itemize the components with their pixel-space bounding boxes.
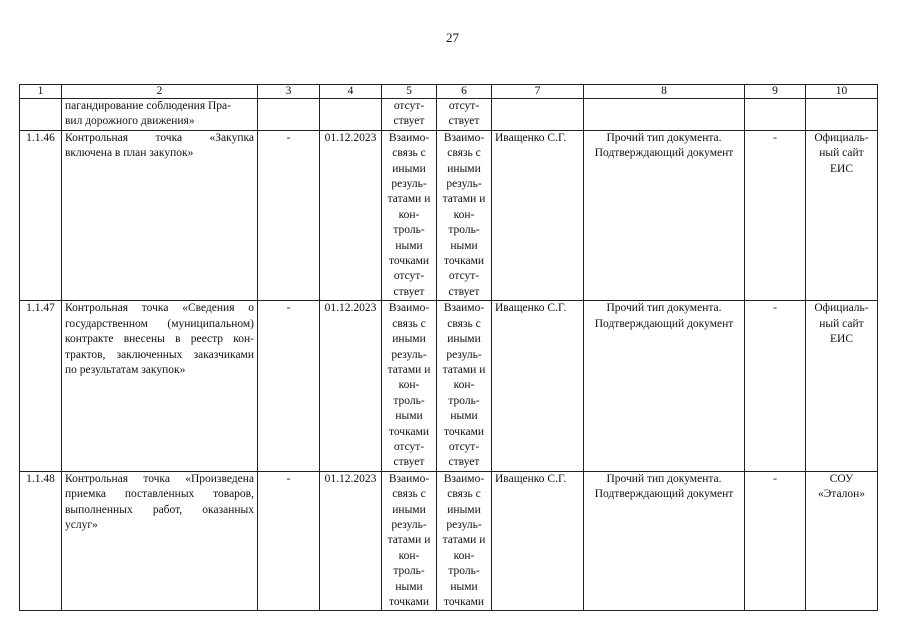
text-line: Официаль- [814, 302, 869, 315]
text-line: ствует [448, 285, 480, 298]
text-line: отсут- [393, 440, 425, 453]
text-line: трактов, заключенных заказчиками [65, 348, 254, 361]
text-line: троль- [393, 565, 425, 578]
text-line: государственном (муниципальном) [65, 317, 254, 330]
text-line: резуль- [446, 348, 482, 361]
text-line: ными [395, 410, 423, 423]
text-line: точками [388, 425, 430, 438]
text-line: СОУ [829, 472, 854, 485]
cell-date: 01.12.2023 [320, 301, 382, 471]
text-line: татами и [442, 193, 486, 206]
text-line: контракте внесены в реестр кон- [65, 333, 254, 346]
text-line: кон- [453, 379, 475, 392]
text-line: ствует [393, 285, 425, 298]
text-line: кон- [398, 379, 420, 392]
text-line: точками [388, 596, 430, 608]
cell-col9: - [745, 301, 806, 471]
text-line: ствует [448, 456, 480, 469]
column-number: 10 [806, 85, 878, 99]
cell-relation-results [382, 301, 437, 471]
cell-number: 1.1.48 [20, 471, 62, 611]
text-line: ными [395, 239, 423, 252]
cell-relation-points [437, 471, 492, 611]
cell-col3 [258, 99, 320, 131]
cell-col9: - [745, 130, 806, 300]
column-number: 3 [258, 85, 320, 99]
text-line: ными [450, 410, 478, 423]
cell-name [62, 130, 258, 300]
text-line: Контрольная точка «Произведена [65, 472, 254, 485]
cell-col9: - [745, 471, 806, 611]
text-line: ный сайт [819, 317, 864, 330]
cell-source [806, 471, 878, 611]
column-number: 9 [745, 85, 806, 99]
cell-number: 1.1.47 [20, 301, 62, 471]
text-line: кон- [453, 208, 475, 221]
text-line: связь с [447, 317, 481, 330]
cell-name [62, 301, 258, 471]
text-line: точками [388, 255, 430, 268]
text-line: Официаль- [814, 131, 869, 144]
text-line: Прочий тип документа. [606, 302, 722, 315]
text-line: иными [447, 503, 481, 516]
cell-responsible [492, 99, 584, 131]
text-line: Взаимо- [443, 472, 485, 485]
text-line: связь с [447, 488, 481, 501]
text-line: иными [392, 503, 426, 516]
cell-responsible: Иващенко С.Г. [492, 130, 584, 300]
text-line: связь с [392, 147, 426, 160]
column-number: 4 [320, 85, 382, 99]
text-line: иными [392, 162, 426, 175]
text-line: точками [443, 425, 485, 438]
text-line: Взаимо- [388, 302, 430, 315]
text-line: татами и [442, 534, 486, 547]
text-line: татами и [387, 534, 431, 547]
cell-document [584, 99, 745, 131]
text-line: кон- [398, 549, 420, 562]
text-line: Взаимо- [443, 302, 485, 315]
text-line: Контрольная точка «Сведения о [65, 302, 254, 315]
cell-responsible: Иващенко С.Г. [492, 301, 584, 471]
text-line: ными [395, 580, 423, 593]
text-line: иными [392, 333, 426, 346]
text-line: троль- [393, 224, 425, 237]
text-line: Взаимо- [388, 472, 430, 485]
text-line: Контрольная точка «Закупка [65, 131, 254, 144]
column-number-row [20, 85, 878, 99]
column-number: 8 [584, 85, 745, 99]
text-line: иными [447, 333, 481, 346]
text-line: троль- [448, 224, 480, 237]
text-line: кон- [453, 549, 475, 562]
table-row [20, 471, 878, 611]
text-line: отсут- [393, 270, 425, 283]
text-line: ными [450, 580, 478, 593]
cell-document [584, 301, 745, 471]
text-line: приемка поставленных товаров, [65, 488, 254, 501]
text-line: ными [450, 239, 478, 252]
text-line: отсут- [448, 440, 480, 453]
text-line: татами и [387, 363, 431, 376]
text-line: ЕИС [830, 162, 853, 175]
text-line: вил дорожного движения» [65, 115, 195, 128]
cell-col9 [745, 99, 806, 131]
cell-relation-results [382, 99, 437, 131]
text-line: татами и [387, 193, 431, 206]
column-number: 1 [20, 85, 62, 99]
column-number: 5 [382, 85, 437, 99]
text-line: связь с [447, 147, 481, 160]
text-line: ствует [393, 456, 425, 469]
text-line: Подтверждающий документ [594, 488, 734, 501]
text-line: по результатам закупок» [65, 363, 186, 376]
cell-source [806, 301, 878, 471]
cell-name [62, 99, 258, 131]
text-line: резуль- [391, 178, 427, 191]
text-line: связь с [392, 488, 426, 501]
text-line: отсут- [448, 270, 480, 283]
text-line: отсут- [448, 100, 480, 112]
cell-responsible: Иващенко С.Г. [492, 471, 584, 611]
text-line: иными [447, 162, 481, 175]
cell-date: 01.12.2023 [320, 471, 382, 611]
cell-date [320, 99, 382, 131]
column-number: 7 [492, 85, 584, 99]
text-line: Взаимо- [388, 131, 430, 144]
text-line: выполненных работ, оказанных [65, 503, 254, 516]
text-line: ный сайт [819, 147, 864, 160]
cell-col3: - [258, 471, 320, 611]
table-row [20, 301, 878, 471]
text-line: ЕИС [830, 333, 853, 346]
column-number: 6 [437, 85, 492, 99]
cell-col3: - [258, 301, 320, 471]
text-line: услуг» [65, 518, 98, 531]
text-line: резуль- [391, 518, 427, 531]
cell-name [62, 471, 258, 611]
cell-relation-results [382, 130, 437, 300]
cell-number [20, 99, 62, 131]
cell-col3: - [258, 130, 320, 300]
table-row [20, 130, 878, 300]
text-line: точками [443, 596, 485, 608]
cell-relation-points [437, 99, 492, 131]
cell-date: 01.12.2023 [320, 130, 382, 300]
text-line: резуль- [446, 518, 482, 531]
text-line: троль- [448, 394, 480, 407]
page-number: 27 [446, 30, 459, 45]
column-number: 2 [62, 85, 258, 99]
text-line: Подтверждающий документ [594, 147, 734, 160]
text-line: точками [443, 255, 485, 268]
cell-relation-points [437, 130, 492, 300]
text-line: ствует [448, 115, 480, 128]
text-line: ствует [393, 115, 425, 128]
cell-document [584, 471, 745, 611]
text-line: Прочий тип документа. [606, 131, 722, 144]
text-line: кон- [398, 208, 420, 221]
text-line: Взаимо- [443, 131, 485, 144]
text-line: троль- [393, 394, 425, 407]
cell-source [806, 130, 878, 300]
text-line: резуль- [446, 178, 482, 191]
text-line: троль- [448, 565, 480, 578]
table-row-continuation [20, 99, 878, 131]
text-line: татами и [442, 363, 486, 376]
text-line: включена в план закупок» [65, 147, 194, 160]
cell-source [806, 99, 878, 131]
text-line: отсут- [393, 100, 425, 112]
text-line: пагандирование соблюдения Пра- [65, 100, 231, 112]
cell-number: 1.1.46 [20, 130, 62, 300]
control-points-table [19, 84, 878, 611]
text-line: связь с [392, 317, 426, 330]
cell-document [584, 130, 745, 300]
text-line: Подтверждающий документ [594, 317, 734, 330]
cell-relation-points [437, 301, 492, 471]
cell-relation-results [382, 471, 437, 611]
text-line: Прочий тип документа. [606, 472, 722, 485]
text-line: «Эталон» [817, 488, 866, 501]
text-line: резуль- [391, 348, 427, 361]
